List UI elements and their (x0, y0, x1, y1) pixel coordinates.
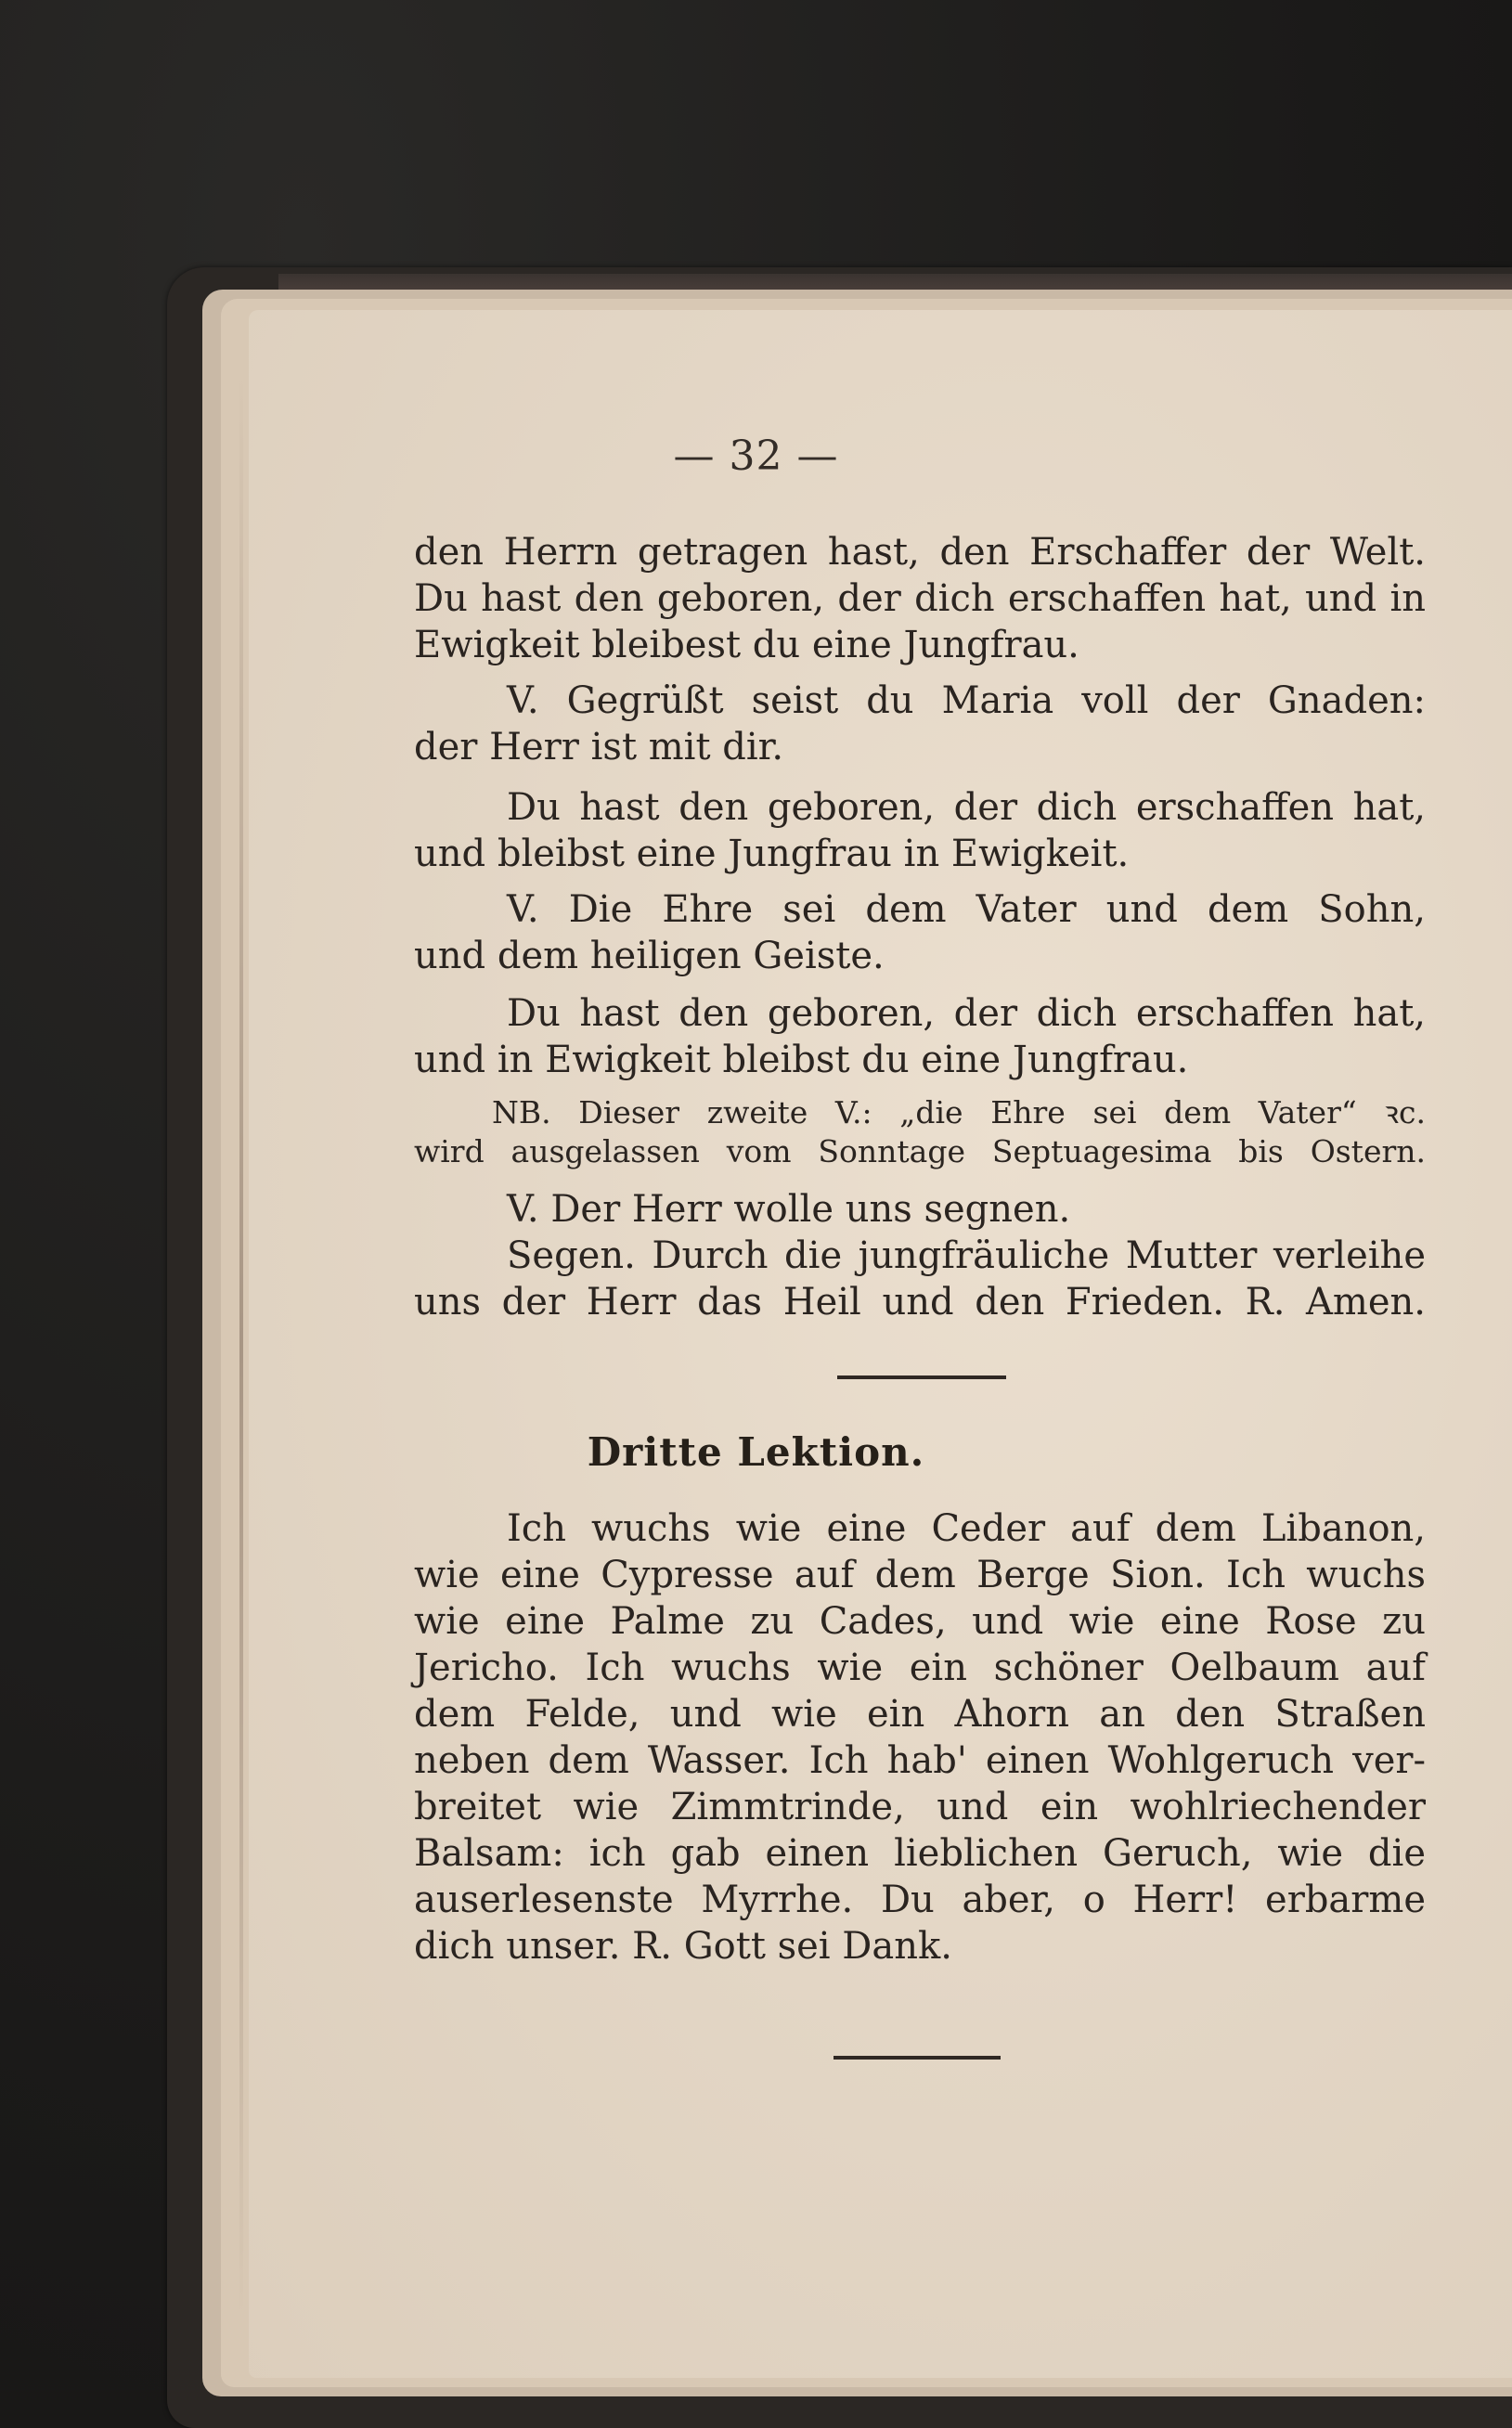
text-line: Du hast den geboren, der dich erschaffen hat, (507, 992, 1426, 1035)
text-line: und in Ewigkeit bleibst du eine Jungfrau. (414, 1039, 1189, 1081)
text-line: und dem heiligen Geiste. (414, 935, 885, 977)
note-line: wird ausgelassen vom Sonntage Septuagesima bis Ostern. (414, 1133, 1426, 1169)
text-line: V. Der Herr wolle uns segnen. (507, 1188, 1071, 1231)
section-divider (837, 1375, 1006, 1379)
page-number: — 32 — (673, 433, 839, 480)
text-line: Balsam: ich gab einen lieblichen Geruch, wie die (414, 1832, 1426, 1875)
note-line: NB. Dieser zweite V.: „die Ehre sei dem Vater“ ꝛc. (492, 1094, 1426, 1130)
section1-verse-2 (414, 886, 1426, 979)
text-line: wie eine Cypresse auf dem Berge Sion. Ich wuchs (414, 1554, 1426, 1596)
text-line: wie eine Palme zu Cades, und wie eine Rose zu (414, 1600, 1426, 1643)
text-line: auserlesenste Myrrhe. Du aber, o Herr! erbarme (414, 1879, 1426, 1921)
text-line: Segen. Durch die jungfräuliche Mutter verleihe (507, 1234, 1426, 1277)
section1-note (414, 1093, 1426, 1171)
section1-text (414, 529, 1426, 668)
text-line: Ich wuchs wie eine Ceder auf dem Libanon, (507, 1507, 1426, 1550)
section2-text (414, 1505, 1426, 1970)
text-line: V. Die Ehre sei dem Vater und dem Sohn, (507, 888, 1426, 931)
text-line: dem Felde, und wie ein Ahorn an den Straßen (414, 1693, 1426, 1736)
text-line: der Herr ist mit dir. (414, 726, 784, 768)
text-line: Du hast den geboren, der dich erschaffen hat, (507, 786, 1426, 829)
section1-closing (414, 1186, 1426, 1325)
text-line: dich unser. R. Gott sei Dank. (414, 1925, 952, 1968)
section-heading: Dritte Lektion. (587, 1429, 925, 1475)
text-line: Ewigkeit bleibest du eine Jungfrau. (414, 624, 1079, 666)
section1-response-1 (414, 784, 1426, 877)
section1-response-2 (414, 990, 1426, 1083)
text-line: Jericho. Ich wuchs wie ein schöner Oelbaum auf (414, 1647, 1426, 1689)
text-line: Du hast den geboren, der dich erschaffen hat, und in (414, 577, 1426, 620)
text-line: V. Gegrüßt seist du Maria voll der Gnaden: (507, 679, 1426, 722)
text-line: den Herrn getragen hast, den Erschaffer der Welt. (414, 531, 1426, 574)
text-line: neben dem Wasser. Ich hab' einen Wohlgeruch ver- (414, 1739, 1426, 1782)
text-line: uns der Herr das Heil und den Frieden. R. Amen. (414, 1281, 1426, 1324)
text-line: und bleibst eine Jungfrau in Ewigkeit. (414, 833, 1130, 875)
end-divider (834, 2056, 1001, 2060)
section1-verse-1 (414, 678, 1426, 770)
page-gutter-shadow (239, 371, 243, 2320)
text-line: breitet wie Zimmtrinde, und ein wohlriechender (414, 1786, 1426, 1828)
